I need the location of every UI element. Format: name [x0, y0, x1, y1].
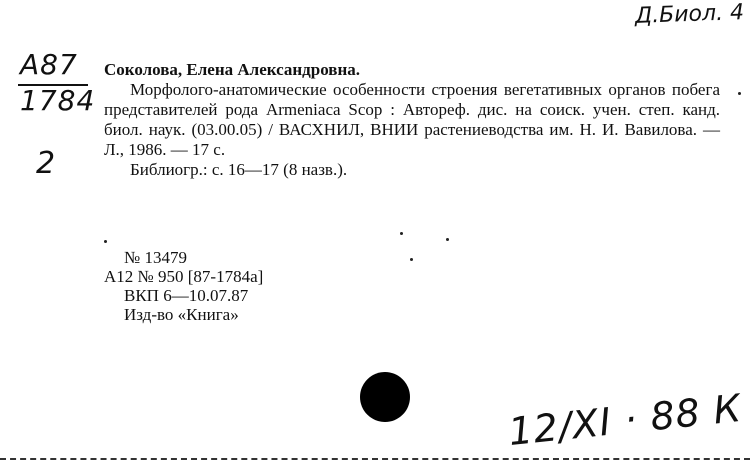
ink-speck: [446, 238, 449, 241]
author-name: Соколова, Елена Александровна.: [104, 60, 361, 79]
bibliography-note: Библиогр.: с. 16—17 (8 назв.).: [130, 160, 348, 179]
shelf-mark-bottom: 1784: [20, 84, 96, 117]
record-code: А12 № 950 [87-1784а]: [104, 267, 264, 286]
handwritten-corner-note: Д.Биол. 4: [634, 0, 745, 29]
copy-number: 2: [36, 146, 56, 181]
shelf-mark-top: А87: [20, 48, 78, 81]
record-number: № 13479: [124, 248, 187, 267]
ink-speck: [104, 240, 107, 243]
entry-description: Морфолого-анатомические особенности строения вегетативных органов побега представителей рода Armeniaca Scop : Автореф. дис. на соиск. учен. степ. канд. биол. наук. (03.00.05) / ВАСХНИЛ, ВНИИ растениеводства им. Н. И. Вавилова. — Л., 1986. — 17 с.: [104, 80, 720, 159]
vkp-code: ВКП 6—10.07.87: [124, 286, 249, 305]
bibliographic-entry: [104, 60, 720, 180]
punch-hole: [360, 372, 410, 422]
publisher: Изд-во «Книга»: [124, 305, 239, 324]
bottom-dashed-edge: [0, 458, 750, 460]
registration-block: [104, 248, 263, 324]
ink-speck: [738, 92, 741, 95]
ink-speck: [410, 258, 413, 261]
handwritten-date-note: 12/XI · 88 К: [506, 385, 744, 455]
ink-speck: [400, 232, 403, 235]
